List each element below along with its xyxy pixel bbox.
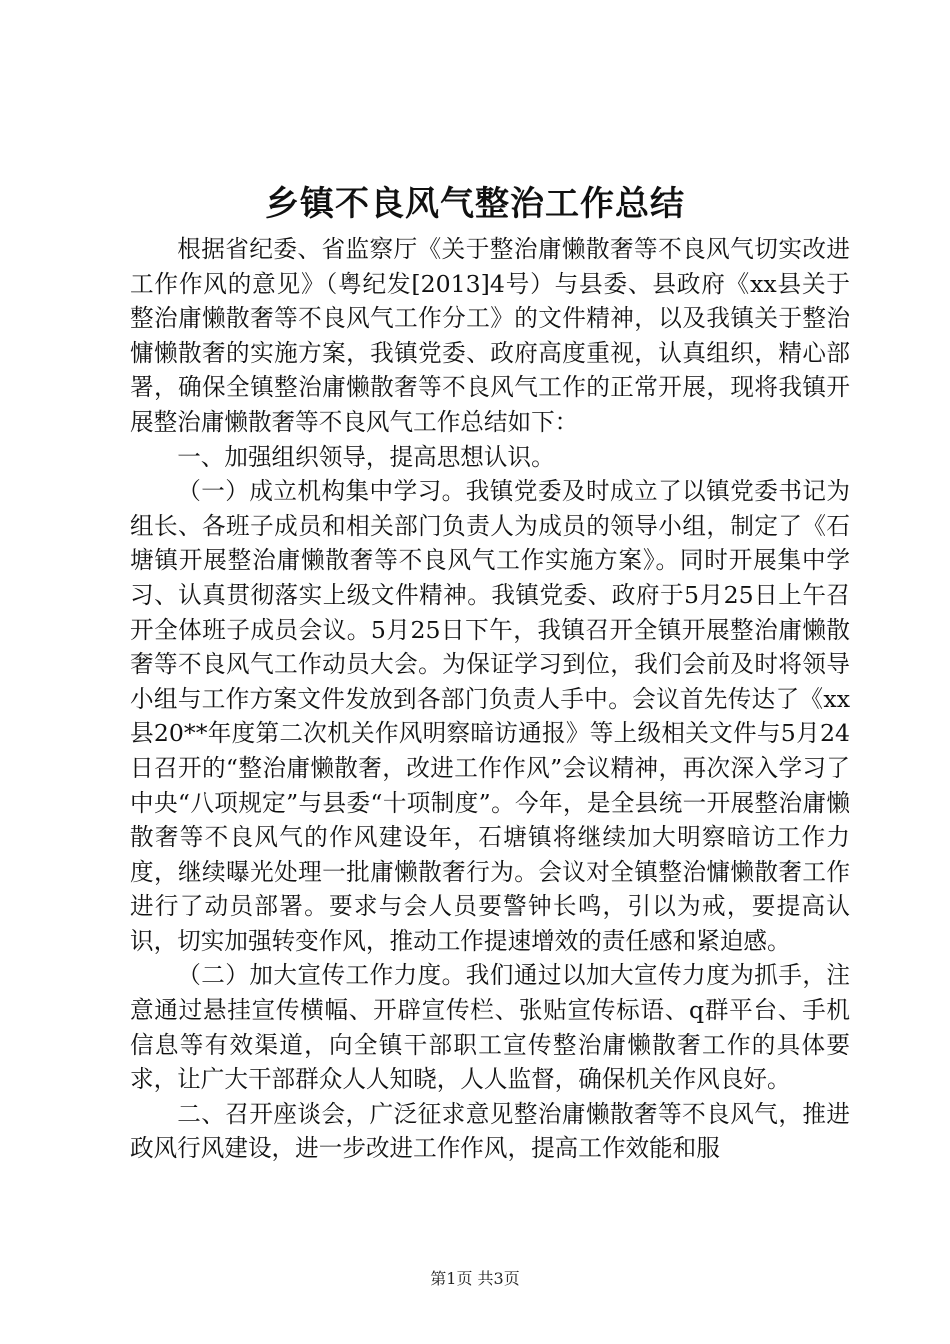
paragraph-subsection-two: （二）加大宣传工作力度。我们通过以加大宣传力度为抓手，注意通过悬挂宣传横幅、开辟宣传栏、张贴宣传标语、q群平台、手机信息等有效渠道，向全镇干部职工宣传整治庸懒散奢工作的具体要求，让广大干部群众人人知晓，人人监督，确保机关作风良好。 bbox=[130, 961, 850, 1094]
page-number-footer: 第1页 共3页 bbox=[430, 1269, 520, 1288]
paragraph-section-one-heading: 一、加强组织领导，提高思想认识。 bbox=[177, 442, 555, 471]
document-body bbox=[130, 232, 850, 1166]
paragraph-subsection-one: （一）成立机构集中学习。我镇党委及时成立了以镇党委书记为组长、各班子成员和相关部门负责人为成员的领导小组，制定了《石塘镇开展整治庸懒散奢等不良风气工作实施方案》。同时开展集中学习、认真贯彻落实上级文件精神。我镇党委、政府于5月25日上午召开全体班子成员会议。5月25日下午，我镇召开全镇开展整治庸懒散奢等不良风气工作动员大会。为保证学习到位，我们会前及时将领导小组与工作方案文件发放到各部门负责人手中。会议首先传达了《xx县20**年度第二次机关作风明察暗访通报》等上级相关文件与5月24日召开的“整治庸懒散奢，改进工作作风”会议精神，再次深入学习了中央“八项规定”与县委“十项制度”。今年，是全县统一开展整治庸懒散奢等不良风气的作风建设年，石塘镇将继续加大明察暗访工作力度，继续曝光处理一批庸懒散奢行为。会议对全镇整治慵懒散奢工作进行了动员部署。要求与会人员要警钟长鸣，引以为戒，要提高认识，切实加强转变作风，推动工作提速增效的责任感和紧迫感。 bbox=[130, 477, 850, 955]
document-title: 乡镇不良风气整治工作总结 bbox=[265, 184, 685, 224]
paragraph-section-two: 二、召开座谈会，广泛征求意见整治庸懒散奢等不良风气，推进政风行风建设，进一步改进工作作风，提高工作效能和服 bbox=[130, 1099, 850, 1163]
paragraph-intro: 根据省纪委、省监察厅《关于整治庸懒散奢等不良风气切实改进工作作风的意见》（粤纪发[2013]4号）与县委、县政府《xx县关于整治庸懒散奢等不良风气工作分工》的文件精神，以及我镇关于整治慵懒散奢的实施方案，我镇党委、政府高度重视，认真组织，精心部署，确保全镇整治庸懒散奢等不良风气工作的正常开展，现将我镇开展整治庸懒散奢等不良风气工作总结如下： bbox=[130, 235, 850, 436]
